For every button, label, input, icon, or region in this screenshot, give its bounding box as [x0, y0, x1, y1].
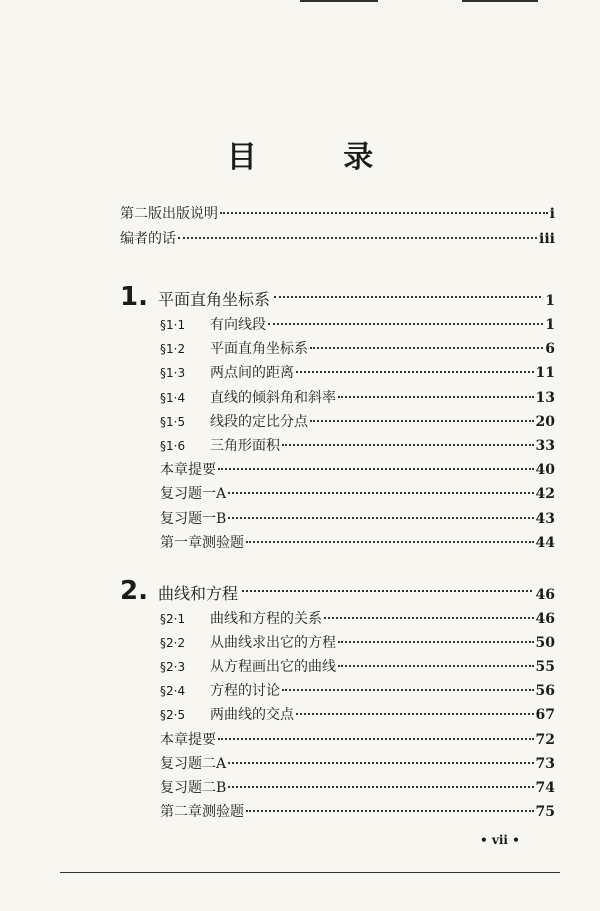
- chapter-page: 1: [545, 293, 555, 309]
- toc-entry[interactable]: [160, 362, 555, 382]
- toc-entry-title: 第二版出版说明: [120, 206, 218, 222]
- toc-entry-title: 有向线段: [210, 317, 266, 333]
- toc-entry[interactable]: [160, 435, 555, 455]
- chapter-heading[interactable]: [120, 282, 555, 312]
- section-number: §1·5: [160, 415, 186, 429]
- dot-leader: [310, 347, 543, 349]
- section-number: §1·4: [160, 391, 186, 405]
- toc-entry-label: [160, 338, 308, 358]
- toc-entry-label: [160, 532, 244, 552]
- toc-entry-label: [160, 314, 266, 334]
- section-number: §2·4: [160, 684, 186, 698]
- section-number: §1·2: [160, 342, 186, 356]
- dot-leader: [274, 296, 541, 298]
- section-number: §1·1: [160, 318, 186, 332]
- toc-entry[interactable]: [160, 608, 555, 628]
- chapter-number: 1.: [120, 282, 148, 312]
- toc-entry-page: 20: [535, 414, 555, 430]
- toc-entry-page: 11: [535, 365, 555, 381]
- toc-entry[interactable]: [160, 508, 555, 528]
- toc-entry-title: 第一章测验题: [160, 535, 244, 551]
- section-number: §2·5: [160, 708, 186, 722]
- section-number: §1·6: [160, 439, 186, 453]
- toc-entry[interactable]: [160, 632, 555, 652]
- toc-entry-label: [160, 459, 216, 479]
- dot-leader: [296, 713, 534, 715]
- toc-entry-title: 本章提要: [160, 732, 216, 748]
- toc-entry-label: [160, 483, 226, 503]
- toc-entry-title: 复习题一B: [160, 511, 227, 527]
- dot-leader: [310, 420, 534, 422]
- toc-entry[interactable]: [160, 801, 555, 821]
- dot-leader: [338, 396, 534, 398]
- toc-entry[interactable]: [160, 483, 555, 503]
- toc-entry-title: 两点间的距离: [210, 365, 294, 381]
- toc-entry[interactable]: [160, 704, 555, 724]
- toc-entry-title: 线段的定比分点: [210, 414, 308, 430]
- toc-entry-page: 46: [535, 611, 555, 627]
- dot-leader: [228, 786, 533, 788]
- toc-entry-label: [160, 656, 336, 676]
- top-rule-left: [300, 0, 378, 2]
- toc-entry-page: 13: [535, 390, 555, 406]
- section-number: §2·2: [160, 636, 186, 650]
- toc-entry-page: 56: [535, 683, 555, 699]
- toc-entry-label: [160, 801, 244, 821]
- toc-entry-label: [160, 704, 294, 724]
- toc-entry-label: [160, 608, 322, 628]
- toc-entry-title: 复习题二A: [160, 756, 227, 772]
- toc-entry[interactable]: [160, 729, 555, 749]
- dot-leader: [228, 762, 533, 764]
- toc-entry-title: 复习题一A: [160, 486, 227, 502]
- toc-entry-page: 6: [545, 341, 555, 357]
- toc-entry-page: 73: [535, 756, 555, 772]
- toc-entry-page: 55: [535, 659, 555, 675]
- chapter-title: 平面直角坐标系: [157, 290, 270, 309]
- toc-entry-label: [120, 203, 218, 223]
- toc-entry-label: [160, 729, 216, 749]
- dot-leader: [220, 212, 548, 214]
- toc-entry-page: 44: [535, 535, 555, 551]
- toc-entry-title: 直线的倾斜角和斜率: [210, 390, 336, 406]
- chapter-page: 46: [535, 587, 555, 603]
- dot-leader: [178, 237, 537, 239]
- toc-entry-title: 从曲线求出它的方程: [210, 635, 336, 651]
- toc-entry-label: [160, 362, 294, 382]
- dot-leader: [268, 323, 543, 325]
- chapter-number: 2.: [120, 576, 148, 606]
- toc-entry-title: 第二章测验题: [160, 804, 244, 820]
- toc-entry[interactable]: [160, 338, 555, 358]
- dot-leader: [228, 492, 533, 494]
- toc-entry-title: 三角形面积: [210, 438, 280, 454]
- chapter-title: 曲线和方程: [157, 584, 238, 603]
- toc-entry[interactable]: [160, 680, 555, 700]
- toc-entry-title: 平面直角坐标系: [210, 341, 308, 357]
- toc-entry-page: 1: [545, 317, 555, 333]
- dot-leader: [218, 468, 534, 470]
- toc-entry-title: 复习题二B: [160, 780, 227, 796]
- toc-entry-page: 50: [535, 635, 555, 651]
- section-number: §2·3: [160, 660, 186, 674]
- toc-entry[interactable]: [160, 314, 555, 334]
- toc-entry-page: 72: [535, 732, 555, 748]
- toc-entry-label: [160, 777, 226, 797]
- toc-entry-page: 43: [535, 511, 555, 527]
- section-number: §1·3: [160, 366, 186, 380]
- toc-entry-page: 33: [535, 438, 555, 454]
- toc-entry[interactable]: [160, 459, 555, 479]
- toc-entry-title: 方程的讨论: [210, 683, 280, 699]
- dot-leader: [338, 641, 534, 643]
- toc-entry[interactable]: [160, 753, 555, 773]
- toc-entry-label: [160, 435, 280, 455]
- toc-entry-page: 42: [535, 486, 555, 502]
- toc-entry[interactable]: [160, 777, 555, 797]
- toc-entry[interactable]: [160, 411, 555, 431]
- dot-leader: [282, 444, 534, 446]
- dot-leader: [246, 541, 534, 543]
- toc-entry-label: [160, 680, 280, 700]
- dot-leader: [228, 517, 533, 519]
- dot-leader: [242, 590, 532, 592]
- toc-entry-page: 74: [535, 780, 555, 796]
- toc-entry-title: 两曲线的交点: [210, 707, 294, 723]
- toc-entry-title: 编者的话: [120, 231, 176, 247]
- toc-entry-label: [160, 753, 226, 773]
- dot-leader: [218, 738, 534, 740]
- bottom-rule: [60, 872, 560, 873]
- toc-entry-label: [120, 228, 176, 248]
- toc-entry[interactable]: [160, 387, 555, 407]
- toc-entry-label: [160, 387, 336, 407]
- section-number: §2·1: [160, 612, 186, 626]
- page-title: 目 录: [226, 140, 412, 175]
- toc-entry-label: [160, 508, 226, 528]
- toc-entry-title: 曲线和方程的关系: [210, 611, 322, 627]
- toc-entry-page: 67: [535, 707, 555, 723]
- chapter-heading[interactable]: [120, 576, 555, 606]
- toc-entry[interactable]: [120, 228, 555, 248]
- toc-entry-title: 本章提要: [160, 462, 216, 478]
- dot-leader: [324, 617, 534, 619]
- dot-leader: [338, 665, 534, 667]
- toc-entry-page: 40: [535, 462, 555, 478]
- dot-leader: [246, 810, 534, 812]
- toc-entry-page: iii: [539, 231, 555, 247]
- toc-entry-label: [160, 632, 336, 652]
- top-rule-right: [462, 0, 538, 2]
- toc-entry[interactable]: [160, 532, 555, 552]
- toc-entry-page: i: [549, 206, 555, 222]
- toc-entry[interactable]: [120, 203, 555, 223]
- toc-entry[interactable]: [160, 656, 555, 676]
- page-number: • vii •: [480, 833, 520, 847]
- dot-leader: [282, 689, 534, 691]
- toc-entry-label: [160, 411, 308, 431]
- dot-leader: [296, 371, 534, 373]
- toc-entry-page: 75: [535, 804, 555, 820]
- toc-entry-title: 从方程画出它的曲线: [210, 659, 336, 675]
